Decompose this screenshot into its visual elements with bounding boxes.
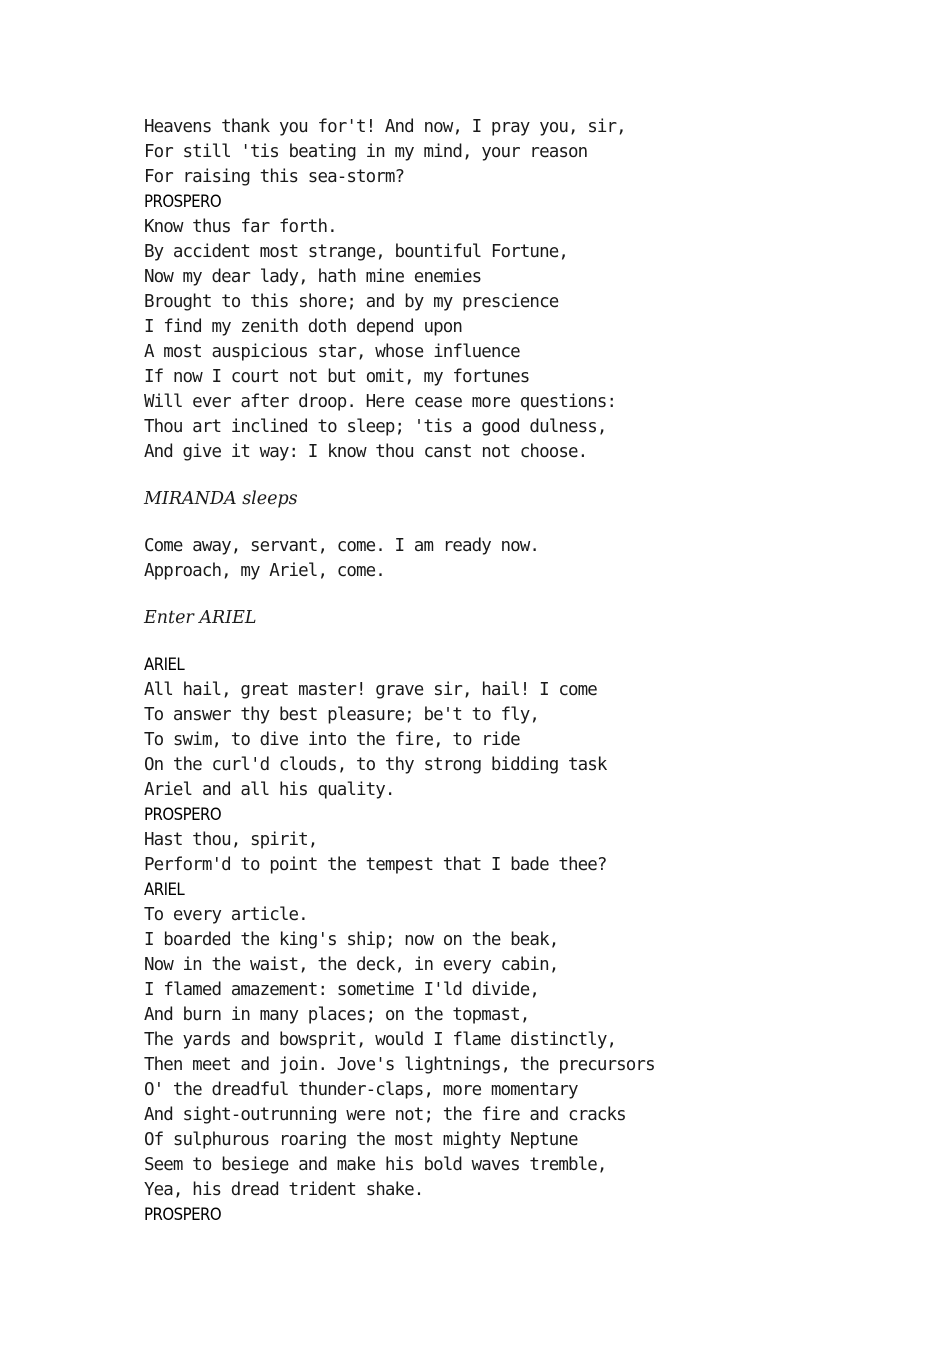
- play-text-page: [144, 115, 904, 1228]
- speaker-name: ARIEL: [144, 655, 185, 675]
- verse-block: [144, 534, 904, 584]
- verse-line: Ariel and all his quality.: [144, 780, 395, 800]
- verse-line: If now I court not but omit, my fortunes: [144, 367, 530, 387]
- verse-line: Of sulphurous roaring the most mighty Neptune: [144, 1130, 578, 1150]
- speaker-name: PROSPERO: [144, 805, 222, 825]
- verse-line: Will ever after droop. Here cease more questions:: [144, 392, 617, 412]
- verse-line: O' the dreadful thunder-claps, more momentary: [144, 1080, 578, 1100]
- stage-direction: Enter ARIEL: [144, 608, 257, 628]
- verse-block: [144, 215, 904, 465]
- verse-line: And burn in many places; on the topmast,: [144, 1005, 530, 1025]
- verse-line: Thou art inclined to sleep; 'tis a good dulness,: [144, 417, 607, 437]
- verse-line: I boarded the king's ship; now on the beak,: [144, 930, 559, 950]
- verse-block: [144, 115, 904, 190]
- speaker-name: ARIEL: [144, 880, 185, 900]
- verse-line: Approach, my Ariel, come.: [144, 561, 385, 581]
- verse-line: And sight-outrunning were not; the fire and cracks: [144, 1105, 626, 1125]
- verse-line: A most auspicious star, whose influence: [144, 342, 520, 362]
- verse-line: Seem to besiege and make his bold waves tremble,: [144, 1155, 607, 1175]
- stage-direction: MIRANDA sleeps: [144, 489, 298, 509]
- verse-line: To answer thy best pleasure; be't to fly,: [144, 705, 540, 725]
- verse-line: The yards and bowsprit, would I flame distinctly,: [144, 1030, 617, 1050]
- verse-line: To every article.: [144, 905, 308, 925]
- verse-block: [144, 678, 904, 803]
- verse-line: On the curl'd clouds, to thy strong bidding task: [144, 755, 607, 775]
- verse-line: Come away, servant, come. I am ready now.: [144, 536, 540, 556]
- verse-line: Heavens thank you for't! And now, I pray you, sir,: [144, 117, 626, 137]
- verse-line: And give it way: I know thou canst not choose.: [144, 442, 588, 462]
- verse-line: Brought to this shore; and by my prescience: [144, 292, 559, 312]
- verse-line: Perform'd to point the tempest that I bade thee?: [144, 855, 607, 875]
- verse-line: Hast thou, spirit,: [144, 830, 318, 850]
- verse-line: I flamed amazement: sometime I'ld divide,: [144, 980, 540, 1000]
- speaker-name: PROSPERO: [144, 1205, 222, 1225]
- verse-line: Now in the waist, the deck, in every cabin,: [144, 955, 559, 975]
- speaker-name: PROSPERO: [144, 192, 222, 212]
- verse-line: For still 'tis beating in my mind, your reason: [144, 142, 588, 162]
- verse-line: For raising this sea-storm?: [144, 167, 405, 187]
- verse-line: All hail, great master! grave sir, hail! I come: [144, 680, 597, 700]
- verse-line: To swim, to dive into the fire, to ride: [144, 730, 520, 750]
- verse-line: I find my zenith doth depend upon: [144, 317, 462, 337]
- verse-line: Yea, his dread trident shake.: [144, 1180, 424, 1200]
- verse-block: [144, 903, 904, 1203]
- verse-block: [144, 828, 904, 878]
- verse-line: Know thus far forth.: [144, 217, 337, 237]
- verse-line: Now my dear lady, hath mine enemies: [144, 267, 482, 287]
- verse-line: By accident most strange, bountiful Fortune,: [144, 242, 568, 262]
- verse-line: Then meet and join. Jove's lightnings, the precursors: [144, 1055, 655, 1075]
